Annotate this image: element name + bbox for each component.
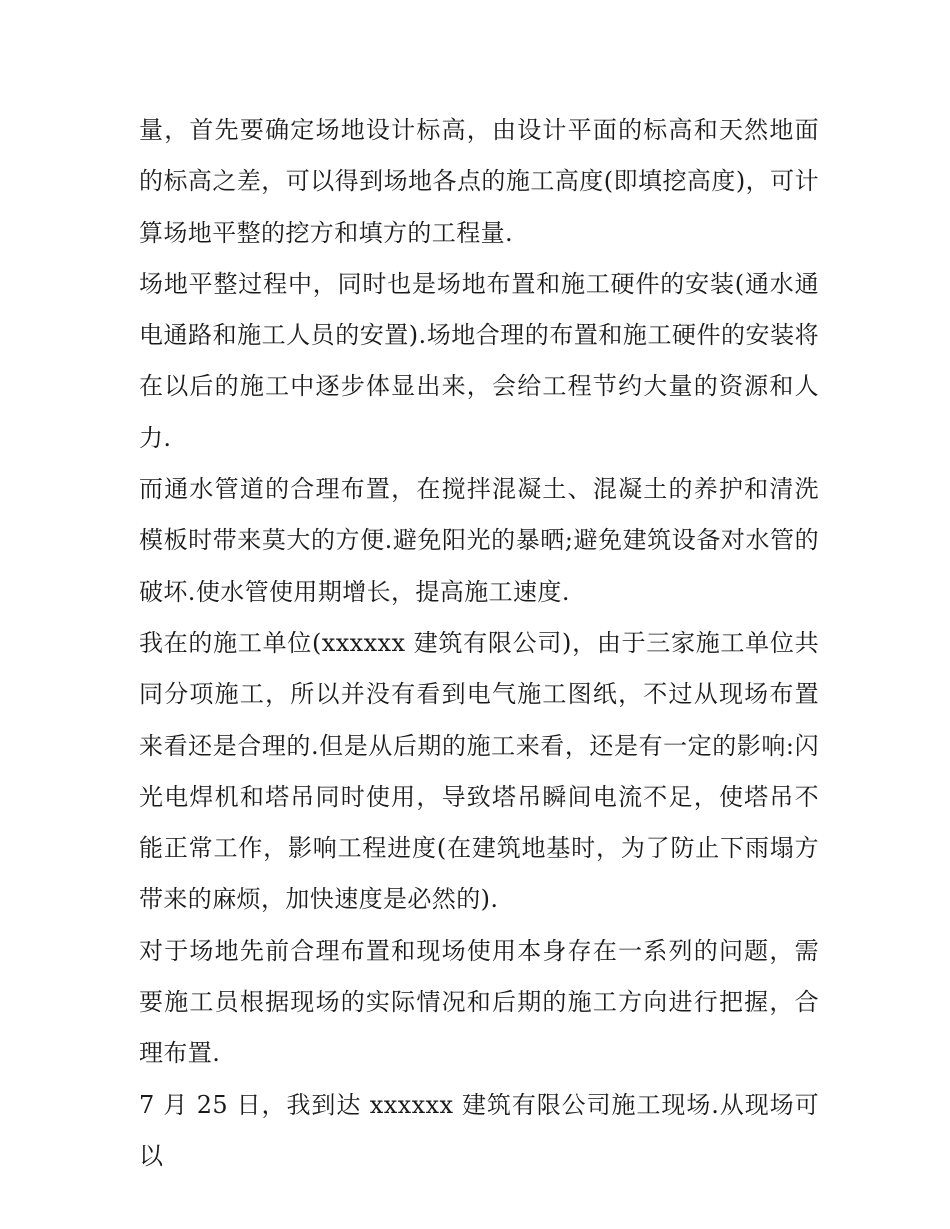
body-text	[139, 105, 819, 1182]
paragraph-construction-unit: 我在的施工单位(xxxxxx 建筑有限公司)，由于三家施工单位共同分项施工，所以并没有看到电气施工图纸，不过从现场布置来看还是合理的.但是从后期的施工来看，还是有一定的影响:闪光电焊机和塔吊同时使用，导致塔吊瞬间电流不足，使塔吊不能正常工作，影响工程进度(在建筑地基时，为了防止下雨塌方带来的麻烦，加快速度是必然的).	[139, 628, 819, 914]
paragraph-site-layout: 场地平整过程中，同时也是场地布置和施工硬件的安装(通水通电通路和施工人员的安置).场地合理的布置和施工硬件的安装将在以后的施工中逐步体显出来，会给工程节约大量的资源和人力.	[139, 269, 819, 452]
paragraph-site-elevation: 量，首先要确定场地设计标高，由设计平面的标高和天然地面的标高之差，可以得到场地各点的施工高度(即填挖高度)，可计算场地平整的挖方和填方的工程量.	[139, 116, 819, 247]
paragraph-layout-issues: 对于场地先前合理布置和现场使用本身存在一系列的问题，需要施工员根据现场的实际情况和后期的施工方向进行把握，合理布置.	[139, 936, 819, 1068]
paragraph-water-pipes: 而通水管道的合理布置，在搅拌混凝土、混凝土的养护和清洗模板时带来莫大的方便.避免阳光的暴晒;避免建筑设备对水管的破坏.使水管使用期增长，提高施工速度.	[139, 475, 819, 606]
paragraph-arrival-date: 7 月 25 日，我到达 xxxxxx 建筑有限公司施工现场.从现场可以	[139, 1090, 819, 1170]
